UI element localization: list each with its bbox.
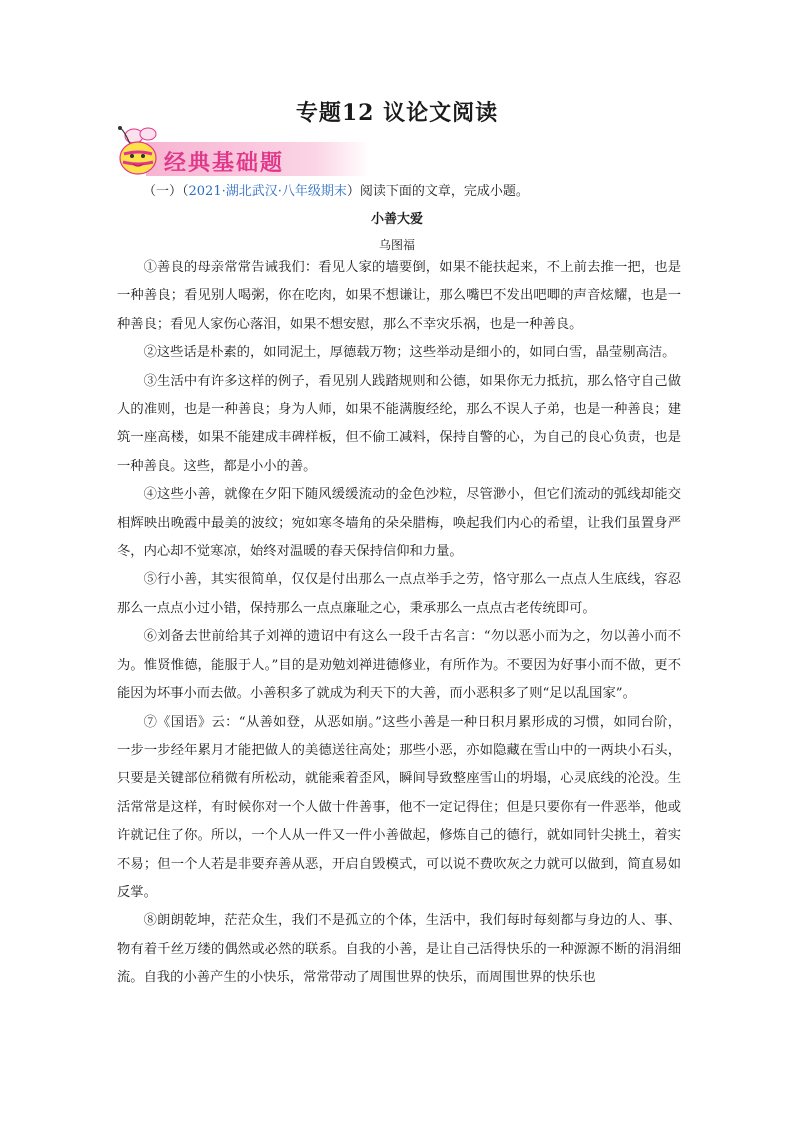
article-title: 小善大爱 — [370, 212, 423, 227]
paragraph: ⑤行小善，其实很简单，仅仅是付出那么一点点举手之劳，恪守那么一点点人生底线，容忍那么一点点小过小错，保持那么一点点廉耻之心，秉承那么一点点古老传统即可。 — [117, 572, 681, 616]
paragraph: ③生活中有许多这样的例子，看见别人践踏规则和公德，如果你无力抵抗，那么恪守自己做人的准则，也是一种善良；身为人师，如果不能满腹经纶，那么不误人子弟，也是一种善良；建筑一座高楼，如果不能建成丰碑样板，但不偷工减料，保持自警的心，为自己的良心负责，也是一种善良。这些，都是小小的善。 — [117, 373, 681, 474]
page-title: 专题12 议论文阅读 — [295, 100, 499, 126]
question-intro — [143, 180, 529, 199]
banner-label: 经典基础题 — [164, 151, 285, 176]
paragraph: ⑥刘备去世前给其子刘禅的遗诏中有这么一段千古名言：“勿以恶小而为之，勿以善小而不为。惟贤惟德，能服于人。”目的是劝勉刘禅进德修业，有所作为。不要因为好事小而不做，更不能因为坏事小而去做。小善积多了就成为利天下的大善，而小恶积多了则“足以乱国家”。 — [117, 629, 681, 702]
article-author: 乌图福 — [378, 238, 415, 252]
paragraph: ①善良的母亲常常告诫我们：看见人家的墙要倒，如果不能扶起来，不上前去推一把，也是一种善良；看见别人喝粥，你在吃肉，如果不想谦让，那么嘴巴不发出吧唧的声音炫耀，也是一种善良；看见人家伤心落泪，如果不想安慰，那么不幸灾乐祸，也是一种善良。 — [117, 260, 681, 332]
source-label: 2021·湖北武汉·八年级期末 — [188, 184, 347, 199]
paragraph: ②这些话是朴素的，如同泥土，厚德载万物；这些举动是细小的，如同白雪，晶莹剔高洁。 — [143, 345, 676, 361]
paragraph: ④这些小善，就像在夕阳下随风缓缓流动的金色沙粒，尽管渺小，但它们流动的弧线却能交相辉映出晚霞中最美的波纹；宛如寒冬墙角的朵朵腊梅，唤起我们内心的希望，让我们虽置身严冬，内心却不觉寒凉，始终对温暖的春天保持信仰和力量。 — [117, 487, 681, 560]
section-banner — [112, 124, 372, 182]
intro-suffix: ）阅读下面的文章，完成小题。 — [346, 184, 529, 199]
article-body — [117, 254, 681, 993]
intro-prefix: （一）（ — [143, 184, 189, 199]
paragraph: ⑧朗朗乾坤，茫茫众生，我们不是孤立的个体，生活中，我们每时每刻都与身边的人、事、物有着千丝万缕的偶然或必然的联系。自我的小善，是让自己活得快乐的一种源源不断的涓涓细流。自我的小善产生的小快乐，常常带动了周围世界的快乐，而周围世界的快乐也 — [117, 913, 681, 986]
paragraph: ⑦《国语》云：“从善如登，从恶如崩。”这些小善是一种日积月累形成的习惯，如同台阶，一步一步经年累月才能把做人的美德送往高处；那些小恶，亦如隐藏在雪山中的一两块小石头，只要是关键部位稍微有所松动，就能乘着歪风，瞬间导致整座雪山的坍塌，心灵底线的沦没。生活常常是这样，有时候你对一个人做十件善事，他不一定记得住；但是只要你有一件恶举，他或许就记住了你。所以，一个人从一件又一件小善做起，修炼自己的德行，就如同针尖挑土，着实不易；但一个人若是非要弃善从恶，开启自毁模式，可以说不费吹灰之力就可以做到，简直易如反掌。 — [117, 714, 681, 900]
